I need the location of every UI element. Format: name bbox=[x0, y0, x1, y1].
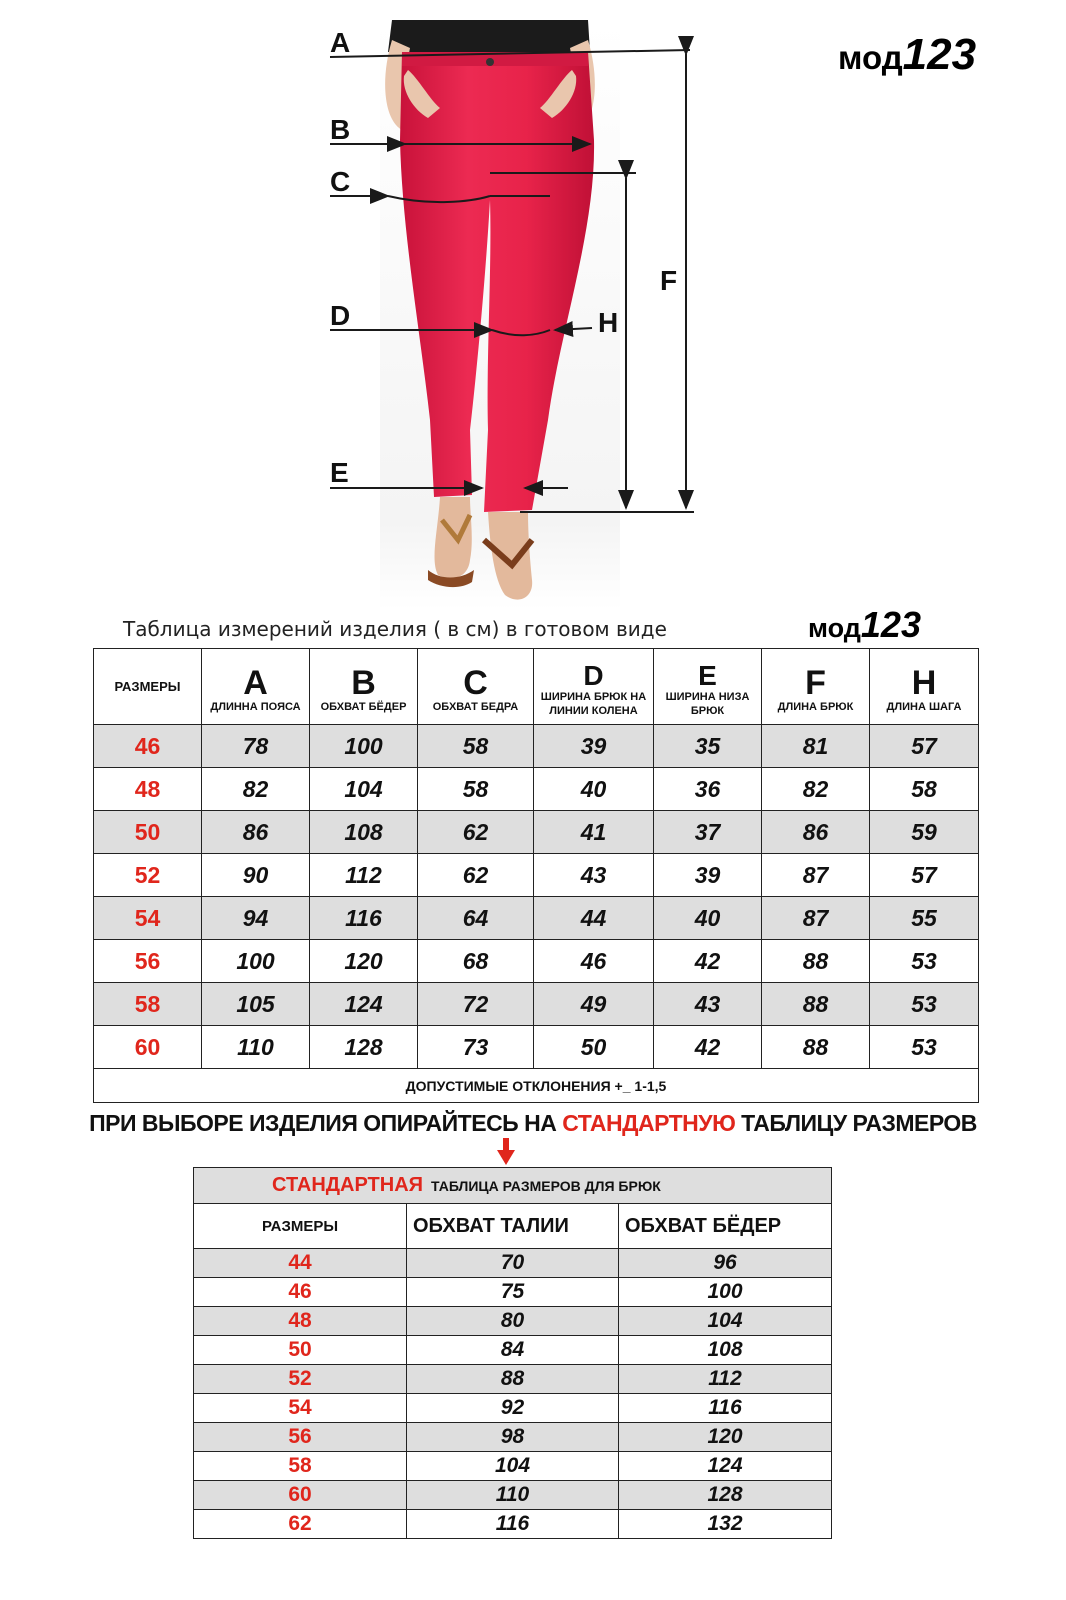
value-cell: 42 bbox=[654, 940, 762, 983]
value-cell: 62 bbox=[418, 811, 534, 854]
value-cell: 86 bbox=[762, 811, 870, 854]
value-cell: 57 bbox=[870, 725, 979, 768]
model-number: 123 bbox=[902, 30, 977, 79]
hips-cell: 112 bbox=[619, 1365, 832, 1394]
value-cell: 57 bbox=[870, 854, 979, 897]
value-cell: 94 bbox=[202, 897, 310, 940]
label-d: D bbox=[330, 300, 351, 331]
table-row bbox=[94, 940, 979, 983]
measurements-table bbox=[93, 648, 979, 1103]
column-letter: B bbox=[351, 663, 376, 702]
label-b: B bbox=[330, 114, 351, 145]
value-cell: 55 bbox=[870, 897, 979, 940]
hips-cell: 120 bbox=[619, 1423, 832, 1452]
table-row bbox=[94, 811, 979, 854]
value-cell: 82 bbox=[762, 768, 870, 811]
column-letter: F bbox=[805, 663, 826, 702]
table-row bbox=[194, 1336, 832, 1365]
table-row bbox=[194, 1423, 832, 1452]
column-header bbox=[654, 649, 762, 725]
column-header bbox=[870, 649, 979, 725]
size-cell: 58 bbox=[194, 1452, 407, 1481]
value-cell: 120 bbox=[310, 940, 418, 983]
size-cell: 44 bbox=[194, 1249, 407, 1278]
standard-title-row bbox=[194, 1168, 832, 1204]
table-row bbox=[94, 1026, 979, 1069]
model-tag-caption bbox=[808, 604, 921, 646]
size-cell: 46 bbox=[94, 725, 202, 768]
size-cell: 52 bbox=[94, 854, 202, 897]
model-tag-top bbox=[838, 30, 976, 80]
table-row bbox=[194, 1510, 832, 1539]
advice-text-highlight: СТАНДАРТНУЮ bbox=[562, 1110, 736, 1136]
value-cell: 39 bbox=[534, 725, 654, 768]
value-cell: 39 bbox=[654, 854, 762, 897]
standard-header-row bbox=[194, 1204, 832, 1249]
value-cell: 110 bbox=[202, 1026, 310, 1069]
column-label: ОБХВАТ БЕДРА bbox=[432, 700, 519, 713]
value-cell: 73 bbox=[418, 1026, 534, 1069]
column-label: ДЛИНА БРЮК bbox=[777, 700, 854, 713]
size-cell: 48 bbox=[194, 1307, 407, 1336]
value-cell: 40 bbox=[534, 768, 654, 811]
label-c: C bbox=[330, 166, 351, 197]
label-f: F bbox=[660, 265, 678, 296]
value-cell: 42 bbox=[654, 1026, 762, 1069]
column-header bbox=[534, 649, 654, 725]
column-letter: A bbox=[243, 663, 268, 702]
value-cell: 58 bbox=[870, 768, 979, 811]
value-cell: 116 bbox=[310, 897, 418, 940]
black-top bbox=[388, 20, 590, 52]
value-cell: 62 bbox=[418, 854, 534, 897]
standard-title-rest: ТАБЛИЦА РАЗМЕРОВ ДЛЯ БРЮК bbox=[431, 1178, 661, 1194]
size-cell: 56 bbox=[94, 940, 202, 983]
size-cell: 54 bbox=[94, 897, 202, 940]
hips-cell: 132 bbox=[619, 1510, 832, 1539]
column-header: ОБХВАТ БЁДЕР bbox=[619, 1204, 832, 1249]
value-cell: 105 bbox=[202, 983, 310, 1026]
column-header: ОБХВАТ ТАЛИИ bbox=[407, 1204, 619, 1249]
value-cell: 53 bbox=[870, 983, 979, 1026]
waist-cell: 92 bbox=[407, 1394, 619, 1423]
hips-cell: 96 bbox=[619, 1249, 832, 1278]
waist-cell: 110 bbox=[407, 1481, 619, 1510]
column-letter: C bbox=[463, 663, 488, 702]
size-cell: 60 bbox=[194, 1481, 407, 1510]
advice-text-after: ТАБЛИЦУ РАЗМЕРОВ bbox=[735, 1110, 977, 1136]
value-cell: 81 bbox=[762, 725, 870, 768]
table-row bbox=[194, 1307, 832, 1336]
size-cell: 58 bbox=[94, 983, 202, 1026]
waist-cell: 80 bbox=[407, 1307, 619, 1336]
value-cell: 68 bbox=[418, 940, 534, 983]
waist-cell: 88 bbox=[407, 1365, 619, 1394]
table-row bbox=[94, 897, 979, 940]
size-header: РАЗМЕРЫ bbox=[94, 649, 202, 725]
value-cell: 124 bbox=[310, 983, 418, 1026]
measurements-header-row bbox=[94, 649, 979, 725]
value-cell: 50 bbox=[534, 1026, 654, 1069]
value-cell: 104 bbox=[310, 768, 418, 811]
value-cell: 82 bbox=[202, 768, 310, 811]
column-label: ДЛИННА ПОЯСА bbox=[210, 700, 301, 713]
value-cell: 43 bbox=[534, 854, 654, 897]
standard-table-title bbox=[194, 1168, 832, 1204]
size-cell: 46 bbox=[194, 1278, 407, 1307]
size-cell: 56 bbox=[194, 1423, 407, 1452]
value-cell: 72 bbox=[418, 983, 534, 1026]
column-label: ШИРИНА НИЗА БРЮК bbox=[665, 690, 750, 717]
size-cell: 62 bbox=[194, 1510, 407, 1539]
trousers-measurement-diagram bbox=[300, 20, 740, 610]
tolerance-note: ДОПУСТИМЫЕ ОТКЛОНЕНИЯ +_ 1-1,5 bbox=[94, 1069, 979, 1103]
hips-cell: 100 bbox=[619, 1278, 832, 1307]
value-cell: 128 bbox=[310, 1026, 418, 1069]
size-cell: 60 bbox=[94, 1026, 202, 1069]
waist-cell: 75 bbox=[407, 1278, 619, 1307]
advice-line bbox=[0, 1110, 1066, 1137]
advice-text-before: ПРИ ВЫБОРЕ ИЗДЕЛИЯ ОПИРАЙТЕСЬ НА bbox=[89, 1110, 563, 1136]
label-h: H bbox=[598, 307, 619, 338]
value-cell: 59 bbox=[870, 811, 979, 854]
value-cell: 108 bbox=[310, 811, 418, 854]
value-cell: 78 bbox=[202, 725, 310, 768]
value-cell: 100 bbox=[310, 725, 418, 768]
waist-button bbox=[486, 58, 494, 66]
hips-cell: 128 bbox=[619, 1481, 832, 1510]
hips-cell: 104 bbox=[619, 1307, 832, 1336]
value-cell: 49 bbox=[534, 983, 654, 1026]
table-row bbox=[94, 854, 979, 897]
value-cell: 58 bbox=[418, 768, 534, 811]
value-cell: 41 bbox=[534, 811, 654, 854]
label-e: E bbox=[330, 457, 349, 488]
model-prefix: мод bbox=[838, 39, 903, 76]
model-number: 123 bbox=[860, 604, 921, 645]
table-row bbox=[194, 1394, 832, 1423]
value-cell: 88 bbox=[762, 940, 870, 983]
value-cell: 64 bbox=[418, 897, 534, 940]
waist-cell: 84 bbox=[407, 1336, 619, 1365]
standard-size-table bbox=[193, 1167, 832, 1539]
column-letter: H bbox=[911, 663, 937, 702]
column-label: ОБХВАТ БЁДЕР bbox=[320, 700, 407, 713]
table-row bbox=[94, 983, 979, 1026]
column-header bbox=[762, 649, 870, 725]
table-row bbox=[194, 1452, 832, 1481]
value-cell: 46 bbox=[534, 940, 654, 983]
value-cell: 44 bbox=[534, 897, 654, 940]
column-header bbox=[202, 649, 310, 725]
value-cell: 87 bbox=[762, 897, 870, 940]
size-cell: 54 bbox=[194, 1394, 407, 1423]
hips-cell: 116 bbox=[619, 1394, 832, 1423]
value-cell: 58 bbox=[418, 725, 534, 768]
size-cell: 50 bbox=[94, 811, 202, 854]
column-header: РАЗМЕРЫ bbox=[194, 1204, 407, 1249]
value-cell: 53 bbox=[870, 1026, 979, 1069]
column-header bbox=[418, 649, 534, 725]
value-cell: 88 bbox=[762, 983, 870, 1026]
column-label: ДЛИНА ШАГА bbox=[886, 700, 962, 713]
table-row bbox=[194, 1481, 832, 1510]
value-cell: 40 bbox=[654, 897, 762, 940]
value-cell: 53 bbox=[870, 940, 979, 983]
value-cell: 36 bbox=[654, 768, 762, 811]
size-cell: 52 bbox=[194, 1365, 407, 1394]
column-letter: D bbox=[583, 659, 604, 691]
size-cell: 50 bbox=[194, 1336, 407, 1365]
table-row bbox=[194, 1365, 832, 1394]
value-cell: 35 bbox=[654, 725, 762, 768]
standard-title-highlight: СТАНДАРТНАЯ bbox=[272, 1174, 424, 1196]
value-cell: 37 bbox=[654, 811, 762, 854]
waist-cell: 70 bbox=[407, 1249, 619, 1278]
measurements-caption: Таблица измерений изделия ( в см) в готовом виде bbox=[123, 617, 667, 641]
waist-cell: 116 bbox=[407, 1510, 619, 1539]
value-cell: 86 bbox=[202, 811, 310, 854]
hips-cell: 108 bbox=[619, 1336, 832, 1365]
hips-cell: 124 bbox=[619, 1452, 832, 1481]
model-prefix: мод bbox=[808, 613, 861, 643]
table-row bbox=[94, 768, 979, 811]
tolerance-row bbox=[94, 1069, 979, 1103]
waist-cell: 104 bbox=[407, 1452, 619, 1481]
value-cell: 100 bbox=[202, 940, 310, 983]
value-cell: 90 bbox=[202, 854, 310, 897]
value-cell: 88 bbox=[762, 1026, 870, 1069]
size-cell: 48 bbox=[94, 768, 202, 811]
column-label: ШИРИНА БРЮК НА ЛИНИИ КОЛЕНА bbox=[540, 690, 647, 717]
arrow-down-icon bbox=[497, 1138, 515, 1166]
table-row bbox=[94, 725, 979, 768]
column-header bbox=[310, 649, 418, 725]
table-row bbox=[194, 1249, 832, 1278]
value-cell: 87 bbox=[762, 854, 870, 897]
table-row bbox=[194, 1278, 832, 1307]
value-cell: 112 bbox=[310, 854, 418, 897]
waist-cell: 98 bbox=[407, 1423, 619, 1452]
label-a: A bbox=[330, 27, 351, 58]
value-cell: 43 bbox=[654, 983, 762, 1026]
column-letter: E bbox=[698, 659, 717, 691]
